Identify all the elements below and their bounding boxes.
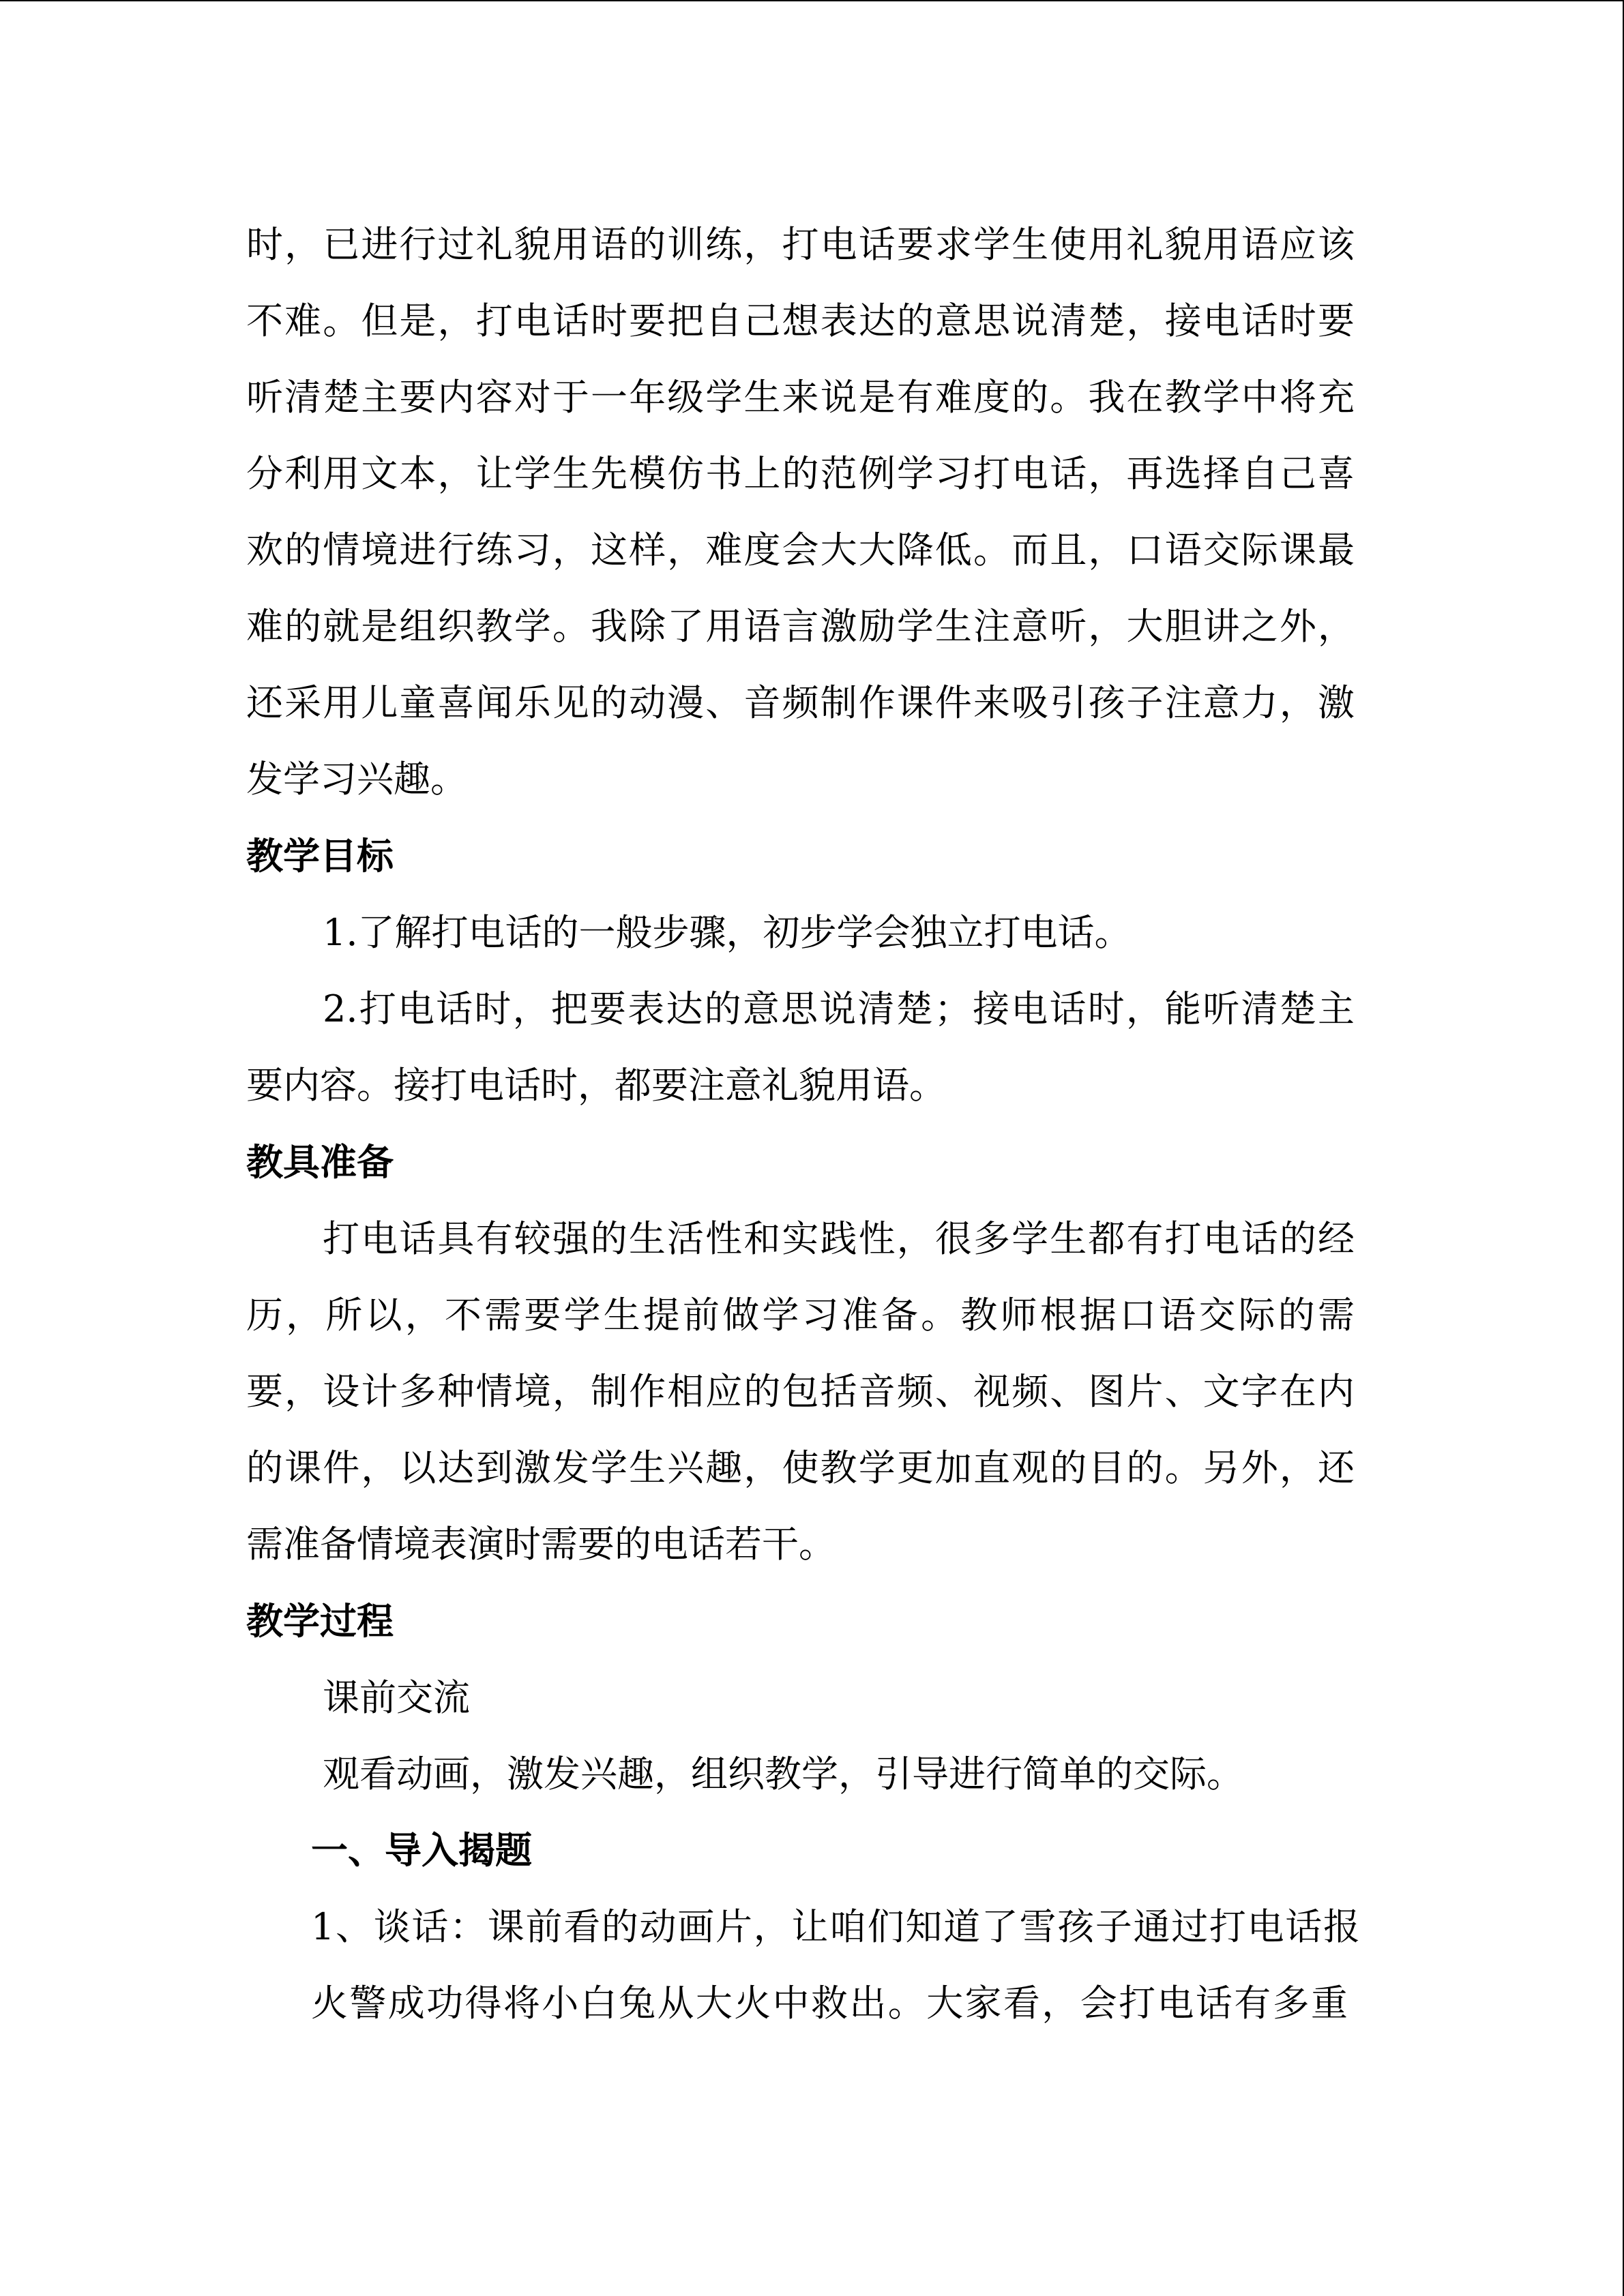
intro-line-7: 还采用儿童喜闻乐见的动漫、音频制作课件来吸引孩子注意力，激 xyxy=(246,681,1355,724)
objective-item-2-line-1: 2.打电话时，把要表达的意思说清楚；接电话时，能听清楚主 xyxy=(323,987,1355,1030)
intro-line-6: 难的就是组织教学。我除了用语言激励学生注意听，大胆讲之外， xyxy=(246,605,1355,648)
section-1-heading: 一、导入揭题 xyxy=(311,1829,532,1872)
intro-line-4: 分利用文本，让学生先模仿书上的范例学习打电话，再选择自己喜 xyxy=(246,452,1355,495)
intro-line-2: 不难。但是，打电话时要把自己想表达的意思说清楚，接电话时要 xyxy=(246,299,1355,342)
materials-line-1: 打电话具有较强的生活性和实践性，很多学生都有打电话的经 xyxy=(323,1217,1355,1260)
objectives-heading: 教学目标 xyxy=(246,835,394,878)
materials-line-4: 的课件，以达到激发学生兴趣，使教学更加直观的目的。另外，还 xyxy=(246,1446,1355,1489)
pre-class-text: 观看动画，激发兴趣，组织教学，引导进行简单的交际。 xyxy=(323,1753,1243,1795)
intro-line-1: 时，已进行过礼貌用语的训练，打电话要求学生使用礼貌用语应该 xyxy=(246,223,1355,266)
step-1-line-1: 1、谈话：课前看的动画片，让咱们知道了雪孩子通过打电话报 xyxy=(311,1905,1360,1948)
intro-line-8: 发学习兴趣。 xyxy=(246,758,467,801)
objective-item-1: 1.了解打电话的一般步骤，初步学会独立打电话。 xyxy=(323,911,1132,954)
materials-heading: 教具准备 xyxy=(246,1141,394,1184)
intro-line-3: 听清楚主要内容对于一年级学生来说是有难度的。我在教学中将充 xyxy=(246,376,1355,419)
intro-line-5: 欢的情境进行练习，这样，难度会大大降低。而且，口语交际课最 xyxy=(246,528,1355,571)
materials-line-3: 要，设计多种情境，制作相应的包括音频、视频、图片、文字在内 xyxy=(246,1370,1355,1413)
process-heading: 教学过程 xyxy=(246,1600,394,1643)
step-1-line-2: 火警成功得将小白兔从大火中救出。大家看，会打电话有多重 xyxy=(311,1982,1348,2025)
objective-item-2-line-2: 要内容。接打电话时，都要注意礼貌用语。 xyxy=(246,1064,946,1107)
pre-class-title: 课前交流 xyxy=(323,1676,470,1719)
materials-line-2: 历，所以，不需要学生提前做学习准备。教师根据口语交际的需 xyxy=(246,1294,1355,1337)
materials-line-5: 需准备情境表演时需要的电话若干。 xyxy=(246,1523,836,1566)
